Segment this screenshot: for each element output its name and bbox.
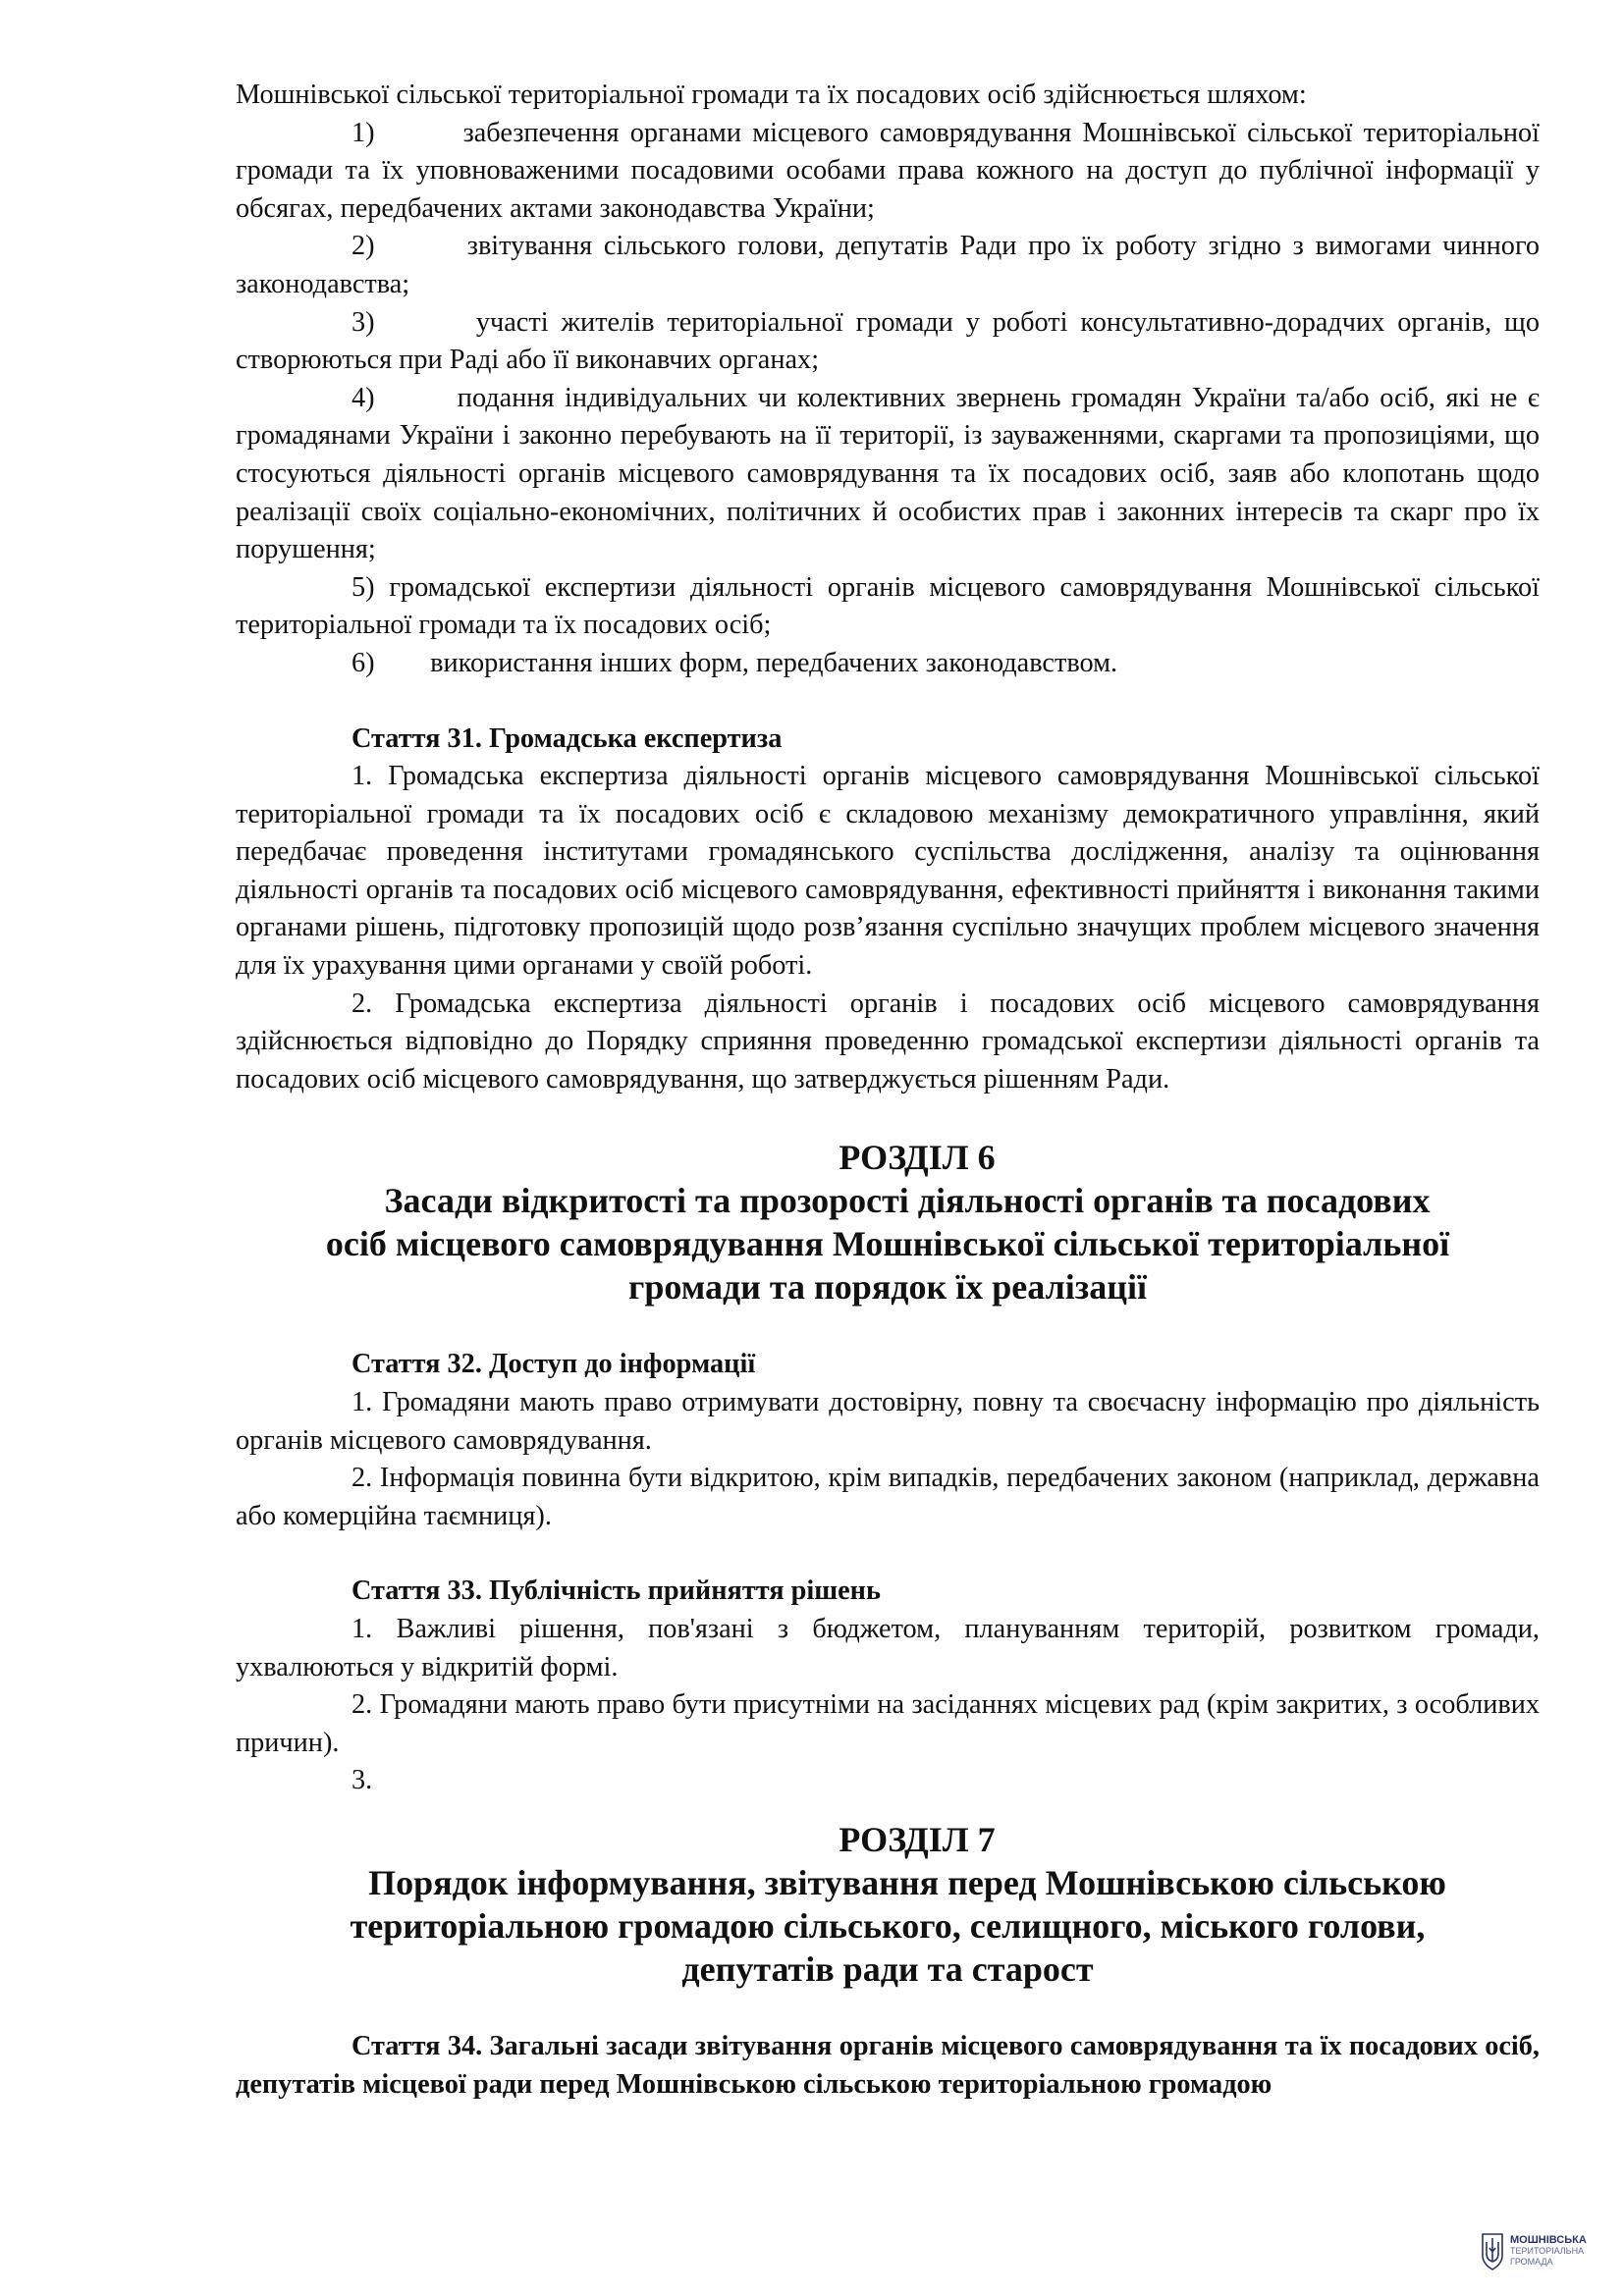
list-item-text: звітування сільського голови, депутатів Ради про їх роботу згідно з вимогами чинного законодавства; [236,231,1541,299]
list-item-number: 1) [352,117,375,148]
article-31-paragraph-2: 2. Громадська експертиза діяльності органів і посадових осіб місцевого самоврядування здійснюється відповідно до Порядку сприяння проведенню громадської експертизи діяльності органів та посадових осіб місцевого самоврядування, що затверджується рішенням Ради. [236,988,1540,1095]
spacer [236,1308,1540,1346]
spacer [236,1098,1540,1136]
list-item-number: 5) [352,571,375,603]
article-33-title: Стаття 33. Публічність прийняття рішень [352,1575,881,1607]
list-item-number: 6) [352,647,375,678]
article-32-title: Стаття 32. Доступ до інформації [352,1349,756,1380]
list-item-text: громадської експертизи діяльності органів місцевого самоврядування Мошнівської сільської територіальної громади та їх посадових осіб; [236,571,1541,641]
list-item-text: використання інших форм, передбачених законодавством. [430,647,1118,678]
document-page [236,77,1540,2104]
list-item-4 [236,380,1540,569]
section-6-number: РОЗДІЛ 6 [839,1138,996,1178]
list-item-5 [236,569,1540,645]
section-7-title-line-1: Порядок інформування, звітування перед Мошнівською сільською [368,1862,1446,1902]
article-32-paragraph-1: 1. Громадяни мають право отримувати достовірну, повну та своєчасну інформацію про діяльність органів місцевого самоврядування. [236,1387,1540,1456]
section-6-title-line-1: Засади відкритості та прозорості діяльності органів та посадових [384,1181,1431,1221]
section-7-title-line-2: територіальною громадою сільського, селищного, міського голови, [350,1905,1426,1946]
list-item-2 [236,228,1540,303]
section-7-number: РОЗДІЛ 7 [839,1819,996,1859]
logo-line-3: ГРОМАДА [1510,2256,1553,2267]
article-33-paragraph-3: 3. [352,1765,373,1796]
list-item-number: 2) [352,231,375,262]
spacer [236,1535,1540,1573]
spacer [236,1991,1540,2028]
intro-lead: Мошнівської сільської територіальної громади та їх посадових осіб здійснюється шляхом: [236,80,1307,110]
article-34-title: Стаття 34. Загальні засади звітування органів місцевого самоврядування та їх посадових осіб, депутатів місцевої ради перед Мошнівською сільською територіальною громадою [236,2030,1540,2100]
list-item-number: 3) [352,306,375,338]
spacer [236,1800,1540,1818]
list-item-text: участі жителів територіальної громади у роботі консультативно-дорадчих органів, що створюються при Раді або її виконавчих органах; [236,306,1540,376]
section-7-title-line-3: депутатів ради та старост [681,1949,1094,1989]
logo-text [1510,2235,1587,2268]
list-item-1 [236,115,1540,229]
article-32-paragraph-2: 2. Інформація повинна бути відкритою, крім випадків, передбачених законом (наприклад, державна або комерційна таємниця). [236,1463,1540,1531]
article-33-paragraph-1: 1. Важливі рішення, пов'язані з бюджетом, плануванням територій, розвитком громади, ухвалюються у відкритій формі. [236,1614,1540,1682]
section-6-title-line-3: громади та порядок їх реалізації [628,1267,1147,1308]
logo-line-1: МОШНІВСЬКА [1510,2233,1587,2246]
article-31-paragraph-1: 1. Громадська експертиза діяльності органів місцевого самоврядування Мошнівської сільської територіальної громади та їх посадових осіб є складовою механізму демократичного управління, який передбачає проведення інститутами громадянського суспільства дослідження, аналізу та оцінювання діяльності органів та посадових осіб місцевого самоврядування, ефективності прийняття і виконання такими органами рішень, підготовку пропозицій щодо розв’язання суспільно значущих проблем місцевого значення для їх урахування цими органами у своїй роботі. [236,761,1540,982]
trident-emblem-icon [1481,2230,1504,2271]
list-item-3 [236,304,1540,380]
article-33-paragraph-2: 2. Громадяни мають право бути присутніми на засіданнях місцевих рад (крім закритих, з особливих причин). [236,1689,1540,1758]
list-item-text: забезпечення органами місцевого самоврядування Мошнівської сільської територіальної громади та їх уповноваженими посадовими особами права кожного на доступ до публічної інформації у обсягах, передбачених актами законодавства України; [236,117,1540,224]
article-31-title: Стаття 31. Громадська експертиза [352,722,783,754]
logo-line-2: ТЕРИТОРІАЛЬНА [1510,2245,1585,2256]
section-6-title-line-2: осіб місцевого самоврядування Мошнівської сільської територіальної [325,1224,1450,1264]
community-logo [1481,2230,1587,2271]
list-item-6 [236,645,1540,683]
list-item-text: подання індивідуальних чи колективних звернень громадян України та/або осіб, які не є громадянами України і законно перебувають на її території, із зауваженнями, скаргами та пропозиціями, що стосуються діяльності органів місцевого самоврядування та їх посадових осіб, заяв або клопотань щодо реалізації своїх соціально-економічних, політичних й особистих прав і законних інтересів та скарг про їх порушення; [236,382,1540,565]
spacer [236,683,1540,721]
list-item-number: 4) [352,382,375,413]
